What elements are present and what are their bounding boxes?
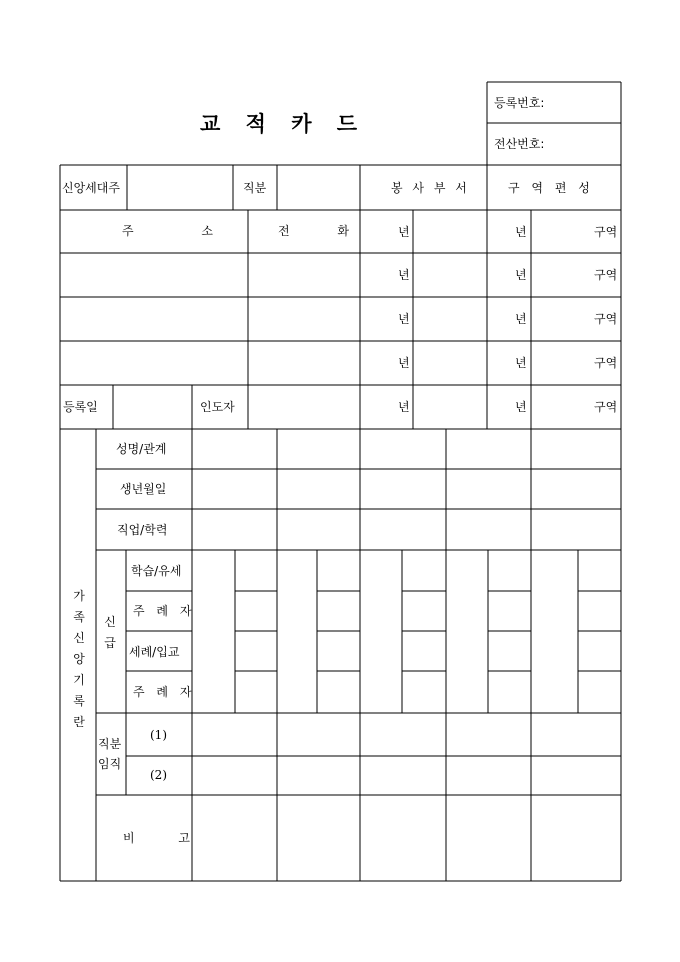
year-unit: 년 [398, 356, 410, 370]
post-1-label: (1) [150, 728, 167, 742]
post-2-label: (2) [150, 768, 167, 782]
district-label: 구 역 편 성 [508, 181, 594, 195]
year-unit: 년 [398, 400, 410, 414]
service-dept-label: 봉 사 부 서 [391, 181, 470, 195]
baptism-confirmation-label: 세례/입교 [129, 645, 180, 659]
year-unit: 년 [515, 268, 527, 282]
household-head-label: 신앙세대주 [62, 181, 120, 195]
family-faith-record-label: 가 족 신 앙 기 록 란 [73, 589, 85, 729]
birthdate-label: 생년월일 [120, 482, 167, 496]
year-unit: 년 [398, 268, 410, 282]
job-education-label: 직업/학력 [117, 523, 168, 537]
year-unit: 년 [515, 400, 527, 414]
guide-label: 인도자 [200, 400, 235, 414]
officiant-label: 주 례 자 [133, 685, 196, 699]
page-title: 교 적 카 드 [200, 111, 367, 136]
year-unit: 년 [398, 225, 410, 239]
position-appointment-label-2: 임직 [98, 757, 122, 771]
district-unit: 구역 [594, 312, 618, 326]
year-unit: 년 [398, 312, 410, 326]
district-unit: 구역 [594, 268, 618, 282]
learning-infant-baptism-label: 학습/유세 [131, 564, 182, 578]
phone-label: 전 화 [278, 224, 371, 238]
year-unit: 년 [515, 225, 527, 239]
address-label: 주 소 [122, 224, 245, 238]
year-unit: 년 [515, 312, 527, 326]
district-unit: 구역 [594, 400, 618, 414]
position-appointment-label-1: 직분 [98, 737, 122, 751]
year-unit: 년 [515, 356, 527, 370]
district-unit: 구역 [594, 356, 618, 370]
reg-date-label: 등록일 [63, 400, 98, 414]
position-label: 직분 [243, 181, 267, 195]
name-relation-label: 성명/관계 [116, 442, 167, 456]
remarks-label: 비 고 [123, 831, 210, 845]
officiant-label: 주 례 자 [133, 604, 196, 618]
faith-grade-label: 신 급 [104, 615, 116, 650]
registration-number-label: 등록번호: [494, 96, 545, 110]
computer-number-label: 전산번호: [494, 137, 545, 151]
district-unit: 구역 [594, 225, 618, 239]
